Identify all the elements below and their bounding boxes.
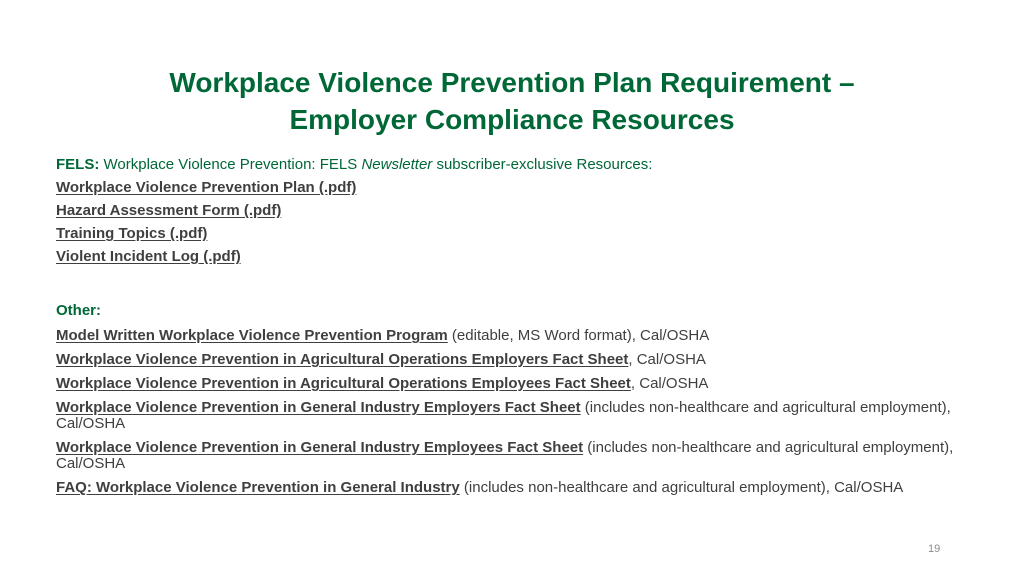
resource-desc: , Cal/OSHA	[628, 351, 706, 368]
resource-desc: (editable, MS Word format), Cal/OSHA	[447, 327, 710, 344]
resource-item	[56, 480, 956, 496]
hazard-assessment-form-link[interactable]: Hazard Assessment Form (.pdf)	[56, 202, 282, 219]
resource-desc: (includes non-healthcare and agricultural employment), Cal/OSHA	[56, 439, 954, 472]
fels-intro-italic: Newsletter	[361, 156, 433, 173]
other-heading: Other:	[56, 302, 101, 319]
title-line-2: Employer Compliance Resources	[289, 104, 735, 135]
slide-content	[56, 153, 956, 496]
resource-item	[56, 400, 956, 432]
fels-intro-pre: Workplace Violence Prevention: FELS	[103, 156, 362, 173]
resource-item	[56, 376, 956, 392]
gi-employers-fact-sheet-link[interactable]: Workplace Violence Prevention in General Industry Employers Fact Sheet	[56, 399, 581, 416]
title-line-1: Workplace Violence Prevention Plan Requirement –	[169, 67, 855, 98]
resource-desc: (includes non-healthcare and agricultural employment), Cal/OSHA	[459, 479, 904, 496]
fels-label: FELS:	[56, 156, 100, 173]
violent-incident-log-link[interactable]: Violent Incident Log (.pdf)	[56, 248, 241, 265]
ag-employers-fact-sheet-link[interactable]: Workplace Violence Prevention in Agricultural Operations Employers Fact Sheet	[56, 351, 629, 368]
ag-employees-fact-sheet-link[interactable]: Workplace Violence Prevention in Agricultural Operations Employees Fact Sheet	[56, 375, 631, 392]
resource-desc: (includes non-healthcare and agricultural employment), Cal/OSHA	[56, 399, 951, 432]
resource-item	[56, 328, 956, 344]
slide-title	[0, 64, 1024, 138]
model-written-program-link[interactable]: Model Written Workplace Violence Prevention Program	[56, 327, 448, 344]
faq-general-industry-link[interactable]: FAQ: Workplace Violence Prevention in General Industry	[56, 479, 460, 496]
fels-intro	[56, 153, 956, 176]
training-topics-link[interactable]: Training Topics (.pdf)	[56, 225, 208, 242]
fels-intro-post: subscriber-exclusive Resources:	[432, 156, 653, 173]
gi-employees-fact-sheet-link[interactable]: Workplace Violence Prevention in General Industry Employees Fact Sheet	[56, 439, 584, 456]
wvp-plan-pdf-link[interactable]: Workplace Violence Prevention Plan (.pdf)	[56, 179, 357, 196]
resource-item	[56, 352, 956, 368]
resource-item	[56, 440, 956, 472]
page-number: 19	[928, 543, 941, 555]
resource-desc: , Cal/OSHA	[630, 375, 709, 392]
